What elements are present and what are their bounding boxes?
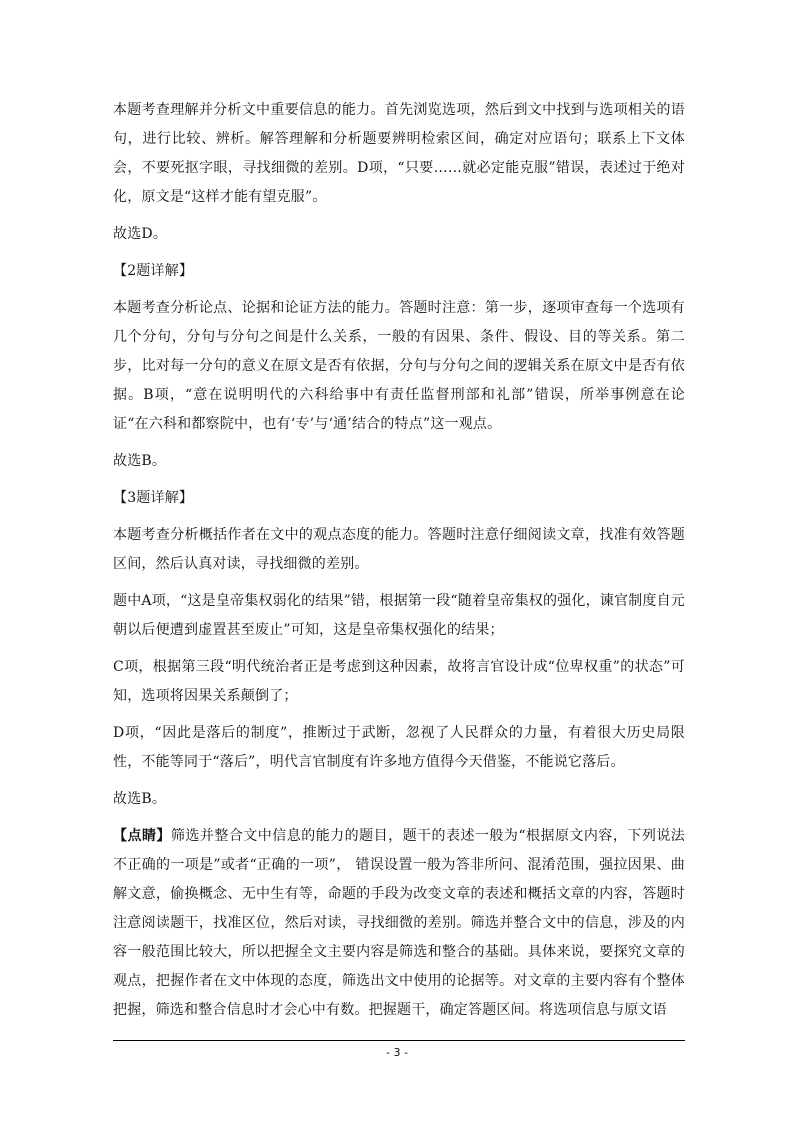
document-body (113, 96, 685, 1033)
paragraph-3: 本题考查分析论点、论据和论证方法的能力。答题时注意：第一步，逐项审查每一个选项有几个分句，分句与分句之间是什么关系，一般的有因果、条件、假设、目的等关系。第二步，比对每一分句的意义在原文是否有依据，分句与分句之间的逻辑关系在原文中是否有依据。B项，“意在说明明代的六科给事中有责任监督刑部和礼部”错误，所举事例意在论证“在六科和都察院中，也有‘专’与‘通’结合的特点”这一观点。 (113, 300, 685, 432)
paragraph-8: D项，“因此是落后的制度”，推断过于武断，忽视了人民群众的力量，有着很大历史局限性，不能等同于“落后”，明代言官制度有许多地方值得今天借鉴，不能说它落后。 (113, 725, 685, 770)
paragraph-5: 本题考查分析概括作者在文中的观点态度的能力。答题时注意仔细阅读文章，找准有效答题区间，然后认真对读，寻找细微的差别。 (113, 527, 685, 572)
paragraph-7: C项，根据第三段“明代统治者正是考虑到这种因素，故将言官设计成“位卑权重”的状态”可知，选项将因果关系颠倒了； (113, 659, 685, 704)
section-heading-2: 【2题详解】 (113, 263, 194, 279)
paragraph-2: 故选D。 (113, 226, 168, 242)
paragraph-4: 故选B。 (113, 453, 167, 469)
page-number: - 3 - (386, 1046, 408, 1059)
section-heading-3: 【3题详解】 (113, 490, 194, 506)
paragraph-1: 本题考查理解并分析文中重要信息的能力。首先浏览选项，然后到文中找到与选项相关的语句，进行比较、辨析。解答理解和分析题要辨明检索区间，确定对应语句；联系上下文体会，不要死抠字眼，寻找细微的差别。D项，“只要……就必定能克服”错误，表述过于绝对化，原文是“这样才能有望克服”。 (113, 102, 685, 205)
paragraph-9: 故选B。 (113, 791, 167, 807)
paragraph-6: 题中A项，“这是皇帝集权弱化的结果”错，根据第一段“随着皇帝集权的强化，谏官制度自元朝以后便遭到虚置甚至废止”可知，这是皇帝集权强化的结果； (113, 593, 685, 638)
footer-divider (113, 1040, 685, 1041)
paragraph-tip: 【点睛】筛选并整合文中信息的能力的题目，题干的表述一般为“根据原文内容，下列说法不正确的一项是”或者“正确的一项”， 错误设置一般为答非所问、混淆范围，强拉因果、曲解文意，偷换概念、无中生有等，命题的手段为改变文章的表述和概括文章的内容，答题时注意阅读题干，找准区位，然后对读，寻找细微的差别。筛选并整合文中的信息，涉及的内容一般范围比较大，所以把握全文主要内容是筛选和整合的基础。具体来说，要探究文章的观点，把握作者在文中体现的态度，筛选出文中使用的论据等。对文章的主要内容有个整体把握，筛选和整合信息时才会心中有数。把握题干，确定答题区间。将选项信息与原文语 (113, 828, 685, 1018)
